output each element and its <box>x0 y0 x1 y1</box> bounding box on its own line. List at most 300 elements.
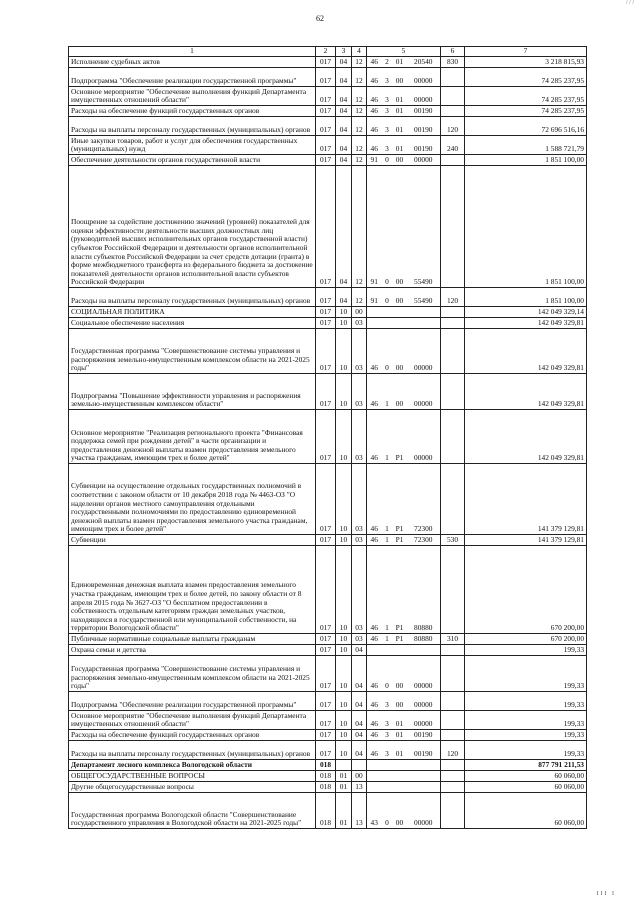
row-csr-event: P1 <box>393 546 407 634</box>
row-csr-event: 01 <box>393 730 407 741</box>
table-row <box>69 645 587 656</box>
row-amount: 60 060,00 <box>465 793 587 829</box>
row-section: 10 <box>336 711 352 730</box>
row-vr <box>441 760 465 771</box>
row-subsection: 12 <box>352 68 367 87</box>
row-amount: 142 049 329,81 <box>465 410 587 464</box>
row-vr: 830 <box>441 57 465 68</box>
row-csr-event: 01 <box>393 106 407 117</box>
row-amount: 199,33 <box>465 711 587 730</box>
row-csr-direction: 00000 <box>407 68 441 87</box>
table-row <box>69 793 587 829</box>
row-amount: 60 060,00 <box>465 771 587 782</box>
row-csr-event: 01 <box>393 87 407 106</box>
row-vr: 120 <box>441 741 465 760</box>
row-subsection: 12 <box>352 117 367 136</box>
row-csr-event: 01 <box>393 136 407 155</box>
row-vr <box>441 730 465 741</box>
row-csr-event: 00 <box>393 288 407 307</box>
row-csr-program: 46 <box>367 741 382 760</box>
row-ved: 017 <box>316 136 336 155</box>
row-name: Охрана семьи и детства <box>69 645 316 656</box>
header-cell-1: 1 <box>69 47 316 57</box>
row-ved: 017 <box>316 634 336 645</box>
row-vr <box>441 166 465 288</box>
row-csr-program: 46 <box>367 711 382 730</box>
row-csr-sub: 1 <box>382 634 393 645</box>
row-name: Расходы на выплаты персоналу государственных (муниципальных) органов <box>69 741 316 760</box>
row-csr-event: 00 <box>393 656 407 692</box>
row-csr-sub: 1 <box>382 374 393 410</box>
row-ved: 017 <box>316 535 336 546</box>
row-ved: 017 <box>316 464 336 535</box>
row-csr-program: 46 <box>367 692 382 711</box>
row-csr-direction: 00000 <box>407 329 441 374</box>
row-csr-event: 00 <box>393 692 407 711</box>
row-name: СОЦИАЛЬНАЯ ПОЛИТИКА <box>69 307 316 318</box>
table-row <box>69 410 587 464</box>
row-csr-event <box>393 318 407 329</box>
row-amount: 142 049 329,81 <box>465 329 587 374</box>
row-subsection: 13 <box>352 782 367 793</box>
row-section: 10 <box>336 730 352 741</box>
row-name: Расходы на обеспечение функций государственных органов <box>69 106 316 117</box>
table-row <box>69 117 587 136</box>
row-csr-sub: 3 <box>382 730 393 741</box>
row-amount: 1 851 100,00 <box>465 155 587 166</box>
row-csr-program: 46 <box>367 117 382 136</box>
row-subsection: 03 <box>352 634 367 645</box>
row-name: Государственная программа "Совершенствование системы управления и распоряжения земельно-имущественным комплексом области на 2021-2025 годы" <box>69 329 316 374</box>
row-csr-event: 00 <box>393 166 407 288</box>
table-row <box>69 634 587 645</box>
row-name: Субвенции на осуществление отдельных государственных полномочий в соответствии с законом области от 10 декабря 2018 года № 4463-ОЗ "О наделении органов местного самоуправления отдельными государственными полномочиями по предоставлению единовременной денежной выплаты взамен предоставления земельного участка гражданам, имеющим трех и более детей" <box>69 464 316 535</box>
corner-mark: / / / <box>625 0 634 6</box>
row-name: ОБЩЕГОСУДАРСТВЕННЫЕ ВОПРОСЫ <box>69 771 316 782</box>
row-csr-program: 91 <box>367 166 382 288</box>
row-amount: 3 218 815,93 <box>465 57 587 68</box>
row-subsection: 03 <box>352 464 367 535</box>
row-section: 04 <box>336 57 352 68</box>
row-csr-event: P1 <box>393 464 407 535</box>
row-subsection: 04 <box>352 730 367 741</box>
row-vr <box>441 318 465 329</box>
row-amount: 199,33 <box>465 692 587 711</box>
row-amount: 1 851 100,00 <box>465 166 587 288</box>
row-csr-event <box>393 307 407 318</box>
row-csr-program: 46 <box>367 656 382 692</box>
row-csr-direction: 55490 <box>407 166 441 288</box>
row-csr-program: 46 <box>367 87 382 106</box>
row-csr-program: 46 <box>367 464 382 535</box>
row-csr-direction <box>407 307 441 318</box>
row-amount: 199,33 <box>465 741 587 760</box>
header-cell-2: 2 <box>316 47 336 57</box>
row-csr-program: 43 <box>367 793 382 829</box>
row-subsection: 04 <box>352 656 367 692</box>
row-subsection: 12 <box>352 166 367 288</box>
row-ved: 017 <box>316 117 336 136</box>
row-vr <box>441 68 465 87</box>
row-name: Субвенции <box>69 535 316 546</box>
row-section <box>336 760 352 771</box>
row-csr-direction: 00190 <box>407 741 441 760</box>
table-row <box>69 57 587 68</box>
row-name: Департамент лесного комплекса Вологодской области <box>69 760 316 771</box>
table-row <box>69 155 587 166</box>
row-ved: 017 <box>316 87 336 106</box>
row-subsection: 12 <box>352 155 367 166</box>
row-section: 01 <box>336 793 352 829</box>
row-name: Иные закупки товаров, работ и услуг для обеспечения государственных (муниципальных) нужд <box>69 136 316 155</box>
row-section: 04 <box>336 117 352 136</box>
row-ved: 018 <box>316 782 336 793</box>
row-name: Обеспечение деятельности органов государственной власти <box>69 155 316 166</box>
row-subsection: 03 <box>352 329 367 374</box>
row-csr-event: P1 <box>393 535 407 546</box>
row-csr-sub <box>382 645 393 656</box>
row-csr-direction: 00000 <box>407 155 441 166</box>
row-ved: 017 <box>316 307 336 318</box>
footer-mark: III I <box>596 891 616 897</box>
budget-table <box>68 46 587 829</box>
row-csr-direction: 80880 <box>407 546 441 634</box>
row-csr-sub: 3 <box>382 117 393 136</box>
row-csr-sub: 0 <box>382 329 393 374</box>
row-csr-program <box>367 318 382 329</box>
row-csr-direction: 00000 <box>407 692 441 711</box>
row-ved: 017 <box>316 68 336 87</box>
row-section: 04 <box>336 68 352 87</box>
row-amount: 1 588 721,79 <box>465 136 587 155</box>
row-csr-program <box>367 782 382 793</box>
row-csr-event <box>393 645 407 656</box>
row-subsection: 04 <box>352 645 367 656</box>
row-csr-sub: 0 <box>382 656 393 692</box>
table-row <box>69 329 587 374</box>
row-csr-event: 00 <box>393 374 407 410</box>
row-amount: 199,33 <box>465 656 587 692</box>
row-ved: 017 <box>316 288 336 307</box>
row-ved: 017 <box>316 410 336 464</box>
row-ved: 018 <box>316 760 336 771</box>
row-csr-sub: 0 <box>382 166 393 288</box>
row-csr-direction: 20540 <box>407 57 441 68</box>
row-name: Исполнение судебных актов <box>69 57 316 68</box>
row-amount: 670 200,00 <box>465 634 587 645</box>
table-row <box>69 136 587 155</box>
row-csr-sub: 3 <box>382 692 393 711</box>
row-csr-event <box>393 782 407 793</box>
row-csr-event: 00 <box>393 155 407 166</box>
row-section: 10 <box>336 535 352 546</box>
table-row <box>69 546 587 634</box>
row-section: 10 <box>336 634 352 645</box>
row-csr-direction: 00000 <box>407 711 441 730</box>
row-amount: 141 379 129,81 <box>465 464 587 535</box>
row-vr <box>441 374 465 410</box>
row-amount: 142 049 329,81 <box>465 374 587 410</box>
row-csr-direction <box>407 318 441 329</box>
table-body <box>69 47 587 829</box>
row-name: Государственная программа Вологодской области "Совершенствование государственного управления в Вологодской области на 2021-2025 годы" <box>69 793 316 829</box>
row-vr: 120 <box>441 117 465 136</box>
row-csr-program: 46 <box>367 535 382 546</box>
row-csr-sub <box>382 307 393 318</box>
row-subsection: 12 <box>352 288 367 307</box>
row-vr <box>441 771 465 782</box>
row-vr <box>441 782 465 793</box>
row-ved: 017 <box>316 166 336 288</box>
row-subsection: 03 <box>352 535 367 546</box>
row-ved: 017 <box>316 711 336 730</box>
row-subsection <box>352 760 367 771</box>
row-csr-direction: 00190 <box>407 136 441 155</box>
row-csr-direction: 00190 <box>407 117 441 136</box>
table-row <box>69 711 587 730</box>
row-csr-event: P1 <box>393 410 407 464</box>
row-vr <box>441 645 465 656</box>
row-amount: 74 285 237,95 <box>465 68 587 87</box>
row-subsection: 03 <box>352 374 367 410</box>
row-subsection: 00 <box>352 307 367 318</box>
row-csr-event: 00 <box>393 68 407 87</box>
row-ved: 017 <box>316 374 336 410</box>
row-csr-program: 46 <box>367 634 382 645</box>
row-ved: 017 <box>316 546 336 634</box>
table-row <box>69 166 587 288</box>
row-subsection: 13 <box>352 793 367 829</box>
row-subsection: 12 <box>352 57 367 68</box>
row-subsection: 12 <box>352 136 367 155</box>
row-ved: 017 <box>316 106 336 117</box>
row-csr-sub: 3 <box>382 87 393 106</box>
table-row <box>69 68 587 87</box>
row-csr-program: 46 <box>367 730 382 741</box>
row-csr-program: 46 <box>367 68 382 87</box>
header-cell-3: 3 <box>336 47 352 57</box>
row-csr-event: 01 <box>393 117 407 136</box>
row-vr <box>441 546 465 634</box>
header-cell-5: 5 <box>367 47 441 57</box>
row-section: 04 <box>336 136 352 155</box>
row-ved: 017 <box>316 692 336 711</box>
row-csr-sub <box>382 760 393 771</box>
table-row <box>69 771 587 782</box>
row-amount: 1 851 100,00 <box>465 288 587 307</box>
row-csr-sub <box>382 318 393 329</box>
row-subsection: 03 <box>352 318 367 329</box>
row-section: 10 <box>336 546 352 634</box>
row-name: Подпрограмма "Повышение эффективности управления и распоряжения земельно-имущественным комплексом области" <box>69 374 316 410</box>
row-csr-sub: 3 <box>382 106 393 117</box>
row-section: 10 <box>336 329 352 374</box>
table-row <box>69 374 587 410</box>
table-row <box>69 288 587 307</box>
row-name: Государственная программа "Совершенствование системы управления и распоряжения земельно-имущественным комплексом области на 2021-2025 годы" <box>69 656 316 692</box>
table-row <box>69 760 587 771</box>
row-name: Подпрограмма "Обеспечение реализации государственной программы" <box>69 68 316 87</box>
row-csr-sub: 3 <box>382 711 393 730</box>
page-number: 62 <box>316 14 324 23</box>
row-name: Основное мероприятие "Обеспечение выполнения функций Департамента имущественных отношений области" <box>69 87 316 106</box>
row-vr <box>441 656 465 692</box>
row-name: Основное мероприятие "Обеспечение выполнения функций Департамента имущественных отношений области" <box>69 711 316 730</box>
row-vr: 240 <box>441 136 465 155</box>
row-name: Другие общегосударственные вопросы <box>69 782 316 793</box>
row-csr-program: 46 <box>367 374 382 410</box>
row-csr-program: 46 <box>367 57 382 68</box>
table-row <box>69 692 587 711</box>
row-csr-direction: 00000 <box>407 793 441 829</box>
row-csr-event: 01 <box>393 711 407 730</box>
row-ved: 017 <box>316 645 336 656</box>
row-ved: 017 <box>316 57 336 68</box>
row-csr-program: 91 <box>367 155 382 166</box>
row-csr-direction: 00000 <box>407 87 441 106</box>
row-amount: 877 791 211,53 <box>465 760 587 771</box>
row-csr-program: 46 <box>367 106 382 117</box>
table-row <box>69 782 587 793</box>
row-csr-event: 01 <box>393 741 407 760</box>
table-row <box>69 730 587 741</box>
row-csr-sub: 1 <box>382 410 393 464</box>
row-ved: 017 <box>316 741 336 760</box>
row-csr-program: 91 <box>367 288 382 307</box>
row-csr-program <box>367 771 382 782</box>
row-subsection: 04 <box>352 692 367 711</box>
row-csr-sub <box>382 771 393 782</box>
row-csr-sub: 0 <box>382 155 393 166</box>
header-row <box>69 47 587 57</box>
row-csr-program: 46 <box>367 410 382 464</box>
row-vr <box>441 711 465 730</box>
row-section: 04 <box>336 155 352 166</box>
row-subsection: 03 <box>352 546 367 634</box>
row-section: 10 <box>336 741 352 760</box>
row-csr-sub: 0 <box>382 793 393 829</box>
row-subsection: 12 <box>352 87 367 106</box>
row-ved: 018 <box>316 793 336 829</box>
row-csr-sub: 0 <box>382 288 393 307</box>
row-subsection: 04 <box>352 741 367 760</box>
row-ved: 017 <box>316 730 336 741</box>
row-amount: 60 060,00 <box>465 782 587 793</box>
row-section: 10 <box>336 656 352 692</box>
header-cell-7: 7 <box>465 47 587 57</box>
row-csr-direction: 00190 <box>407 106 441 117</box>
table-row <box>69 318 587 329</box>
row-amount: 199,33 <box>465 730 587 741</box>
row-section: 10 <box>336 464 352 535</box>
row-csr-sub: 2 <box>382 57 393 68</box>
row-csr-direction: 00000 <box>407 656 441 692</box>
row-csr-direction <box>407 760 441 771</box>
row-csr-direction <box>407 771 441 782</box>
row-section: 04 <box>336 288 352 307</box>
table-row <box>69 106 587 117</box>
row-subsection: 00 <box>352 771 367 782</box>
row-csr-sub: 3 <box>382 741 393 760</box>
row-csr-direction: 72300 <box>407 535 441 546</box>
row-subsection: 04 <box>352 711 367 730</box>
row-amount: 670 200,00 <box>465 546 587 634</box>
row-csr-direction: 00000 <box>407 374 441 410</box>
row-name: Расходы на выплаты персоналу государственных (муниципальных) органов <box>69 117 316 136</box>
row-name: Публичные нормативные социальные выплаты гражданам <box>69 634 316 645</box>
row-ved: 017 <box>316 318 336 329</box>
row-amount: 199,33 <box>465 645 587 656</box>
row-csr-direction <box>407 782 441 793</box>
row-section: 10 <box>336 374 352 410</box>
row-vr <box>441 329 465 374</box>
row-csr-sub: 3 <box>382 136 393 155</box>
header-cell-4: 4 <box>352 47 367 57</box>
row-section: 01 <box>336 782 352 793</box>
row-csr-sub: 1 <box>382 546 393 634</box>
row-csr-direction: 72300 <box>407 464 441 535</box>
row-vr <box>441 793 465 829</box>
row-csr-program: 46 <box>367 546 382 634</box>
row-ved: 018 <box>316 771 336 782</box>
row-section: 10 <box>336 318 352 329</box>
row-section: 04 <box>336 166 352 288</box>
row-csr-direction: 00190 <box>407 730 441 741</box>
row-csr-program: 46 <box>367 329 382 374</box>
row-vr <box>441 464 465 535</box>
row-csr-sub: 1 <box>382 464 393 535</box>
row-csr-program <box>367 307 382 318</box>
row-vr <box>441 692 465 711</box>
table-row <box>69 464 587 535</box>
row-csr-direction: 55490 <box>407 288 441 307</box>
row-csr-program <box>367 760 382 771</box>
row-vr: 120 <box>441 288 465 307</box>
table-row <box>69 656 587 692</box>
table-row <box>69 535 587 546</box>
row-csr-event <box>393 760 407 771</box>
row-csr-event: 00 <box>393 793 407 829</box>
table-row <box>69 307 587 318</box>
row-ved: 017 <box>316 155 336 166</box>
row-csr-event <box>393 771 407 782</box>
row-vr <box>441 155 465 166</box>
row-name: Подпрограмма "Обеспечение реализации государственной программы" <box>69 692 316 711</box>
row-csr-program: 46 <box>367 136 382 155</box>
row-name: Расходы на обеспечение функций государственных органов <box>69 730 316 741</box>
row-vr <box>441 106 465 117</box>
row-subsection: 03 <box>352 410 367 464</box>
row-ved: 017 <box>316 656 336 692</box>
row-name: Единовременная денежная выплата взамен предоставления земельного участка гражданам, имеющим трех и более детей, по закону области от 8 апреля 2015 года № 3627-ОЗ "О бесплатном предоставлении в собственность отдельным категориям граждан земельных участков, находящихся в государственной или муниципальной собственности, на территории Вологодской области" <box>69 546 316 634</box>
row-vr <box>441 307 465 318</box>
row-name: Поощрение за содействие достижению значений (уровней) показателей для оценки эффективности деятельности высших должностных лиц (руководителей высших исполнительных органов государственной власти) субъектов Российской Федерации и деятельности органов исполнительной власти субъектов Российской Федерации за счет средств дотации (гранта) в форме межбюджетного трансферта из федерального бюджета за достижение показателей деятельности органов исполнительной власти субъектов Российской Федерации <box>69 166 316 288</box>
row-section: 10 <box>336 410 352 464</box>
row-csr-event: 00 <box>393 329 407 374</box>
row-section: 04 <box>336 106 352 117</box>
row-csr-direction <box>407 645 441 656</box>
row-name: Социальное обеспечение населения <box>69 318 316 329</box>
row-csr-program <box>367 645 382 656</box>
row-csr-sub <box>382 782 393 793</box>
row-amount: 142 049 329,81 <box>465 318 587 329</box>
row-section: 10 <box>336 307 352 318</box>
table-row <box>69 741 587 760</box>
row-ved: 017 <box>316 329 336 374</box>
row-amount: 141 379 129,81 <box>465 535 587 546</box>
row-vr <box>441 87 465 106</box>
row-amount: 72 696 516,16 <box>465 117 587 136</box>
